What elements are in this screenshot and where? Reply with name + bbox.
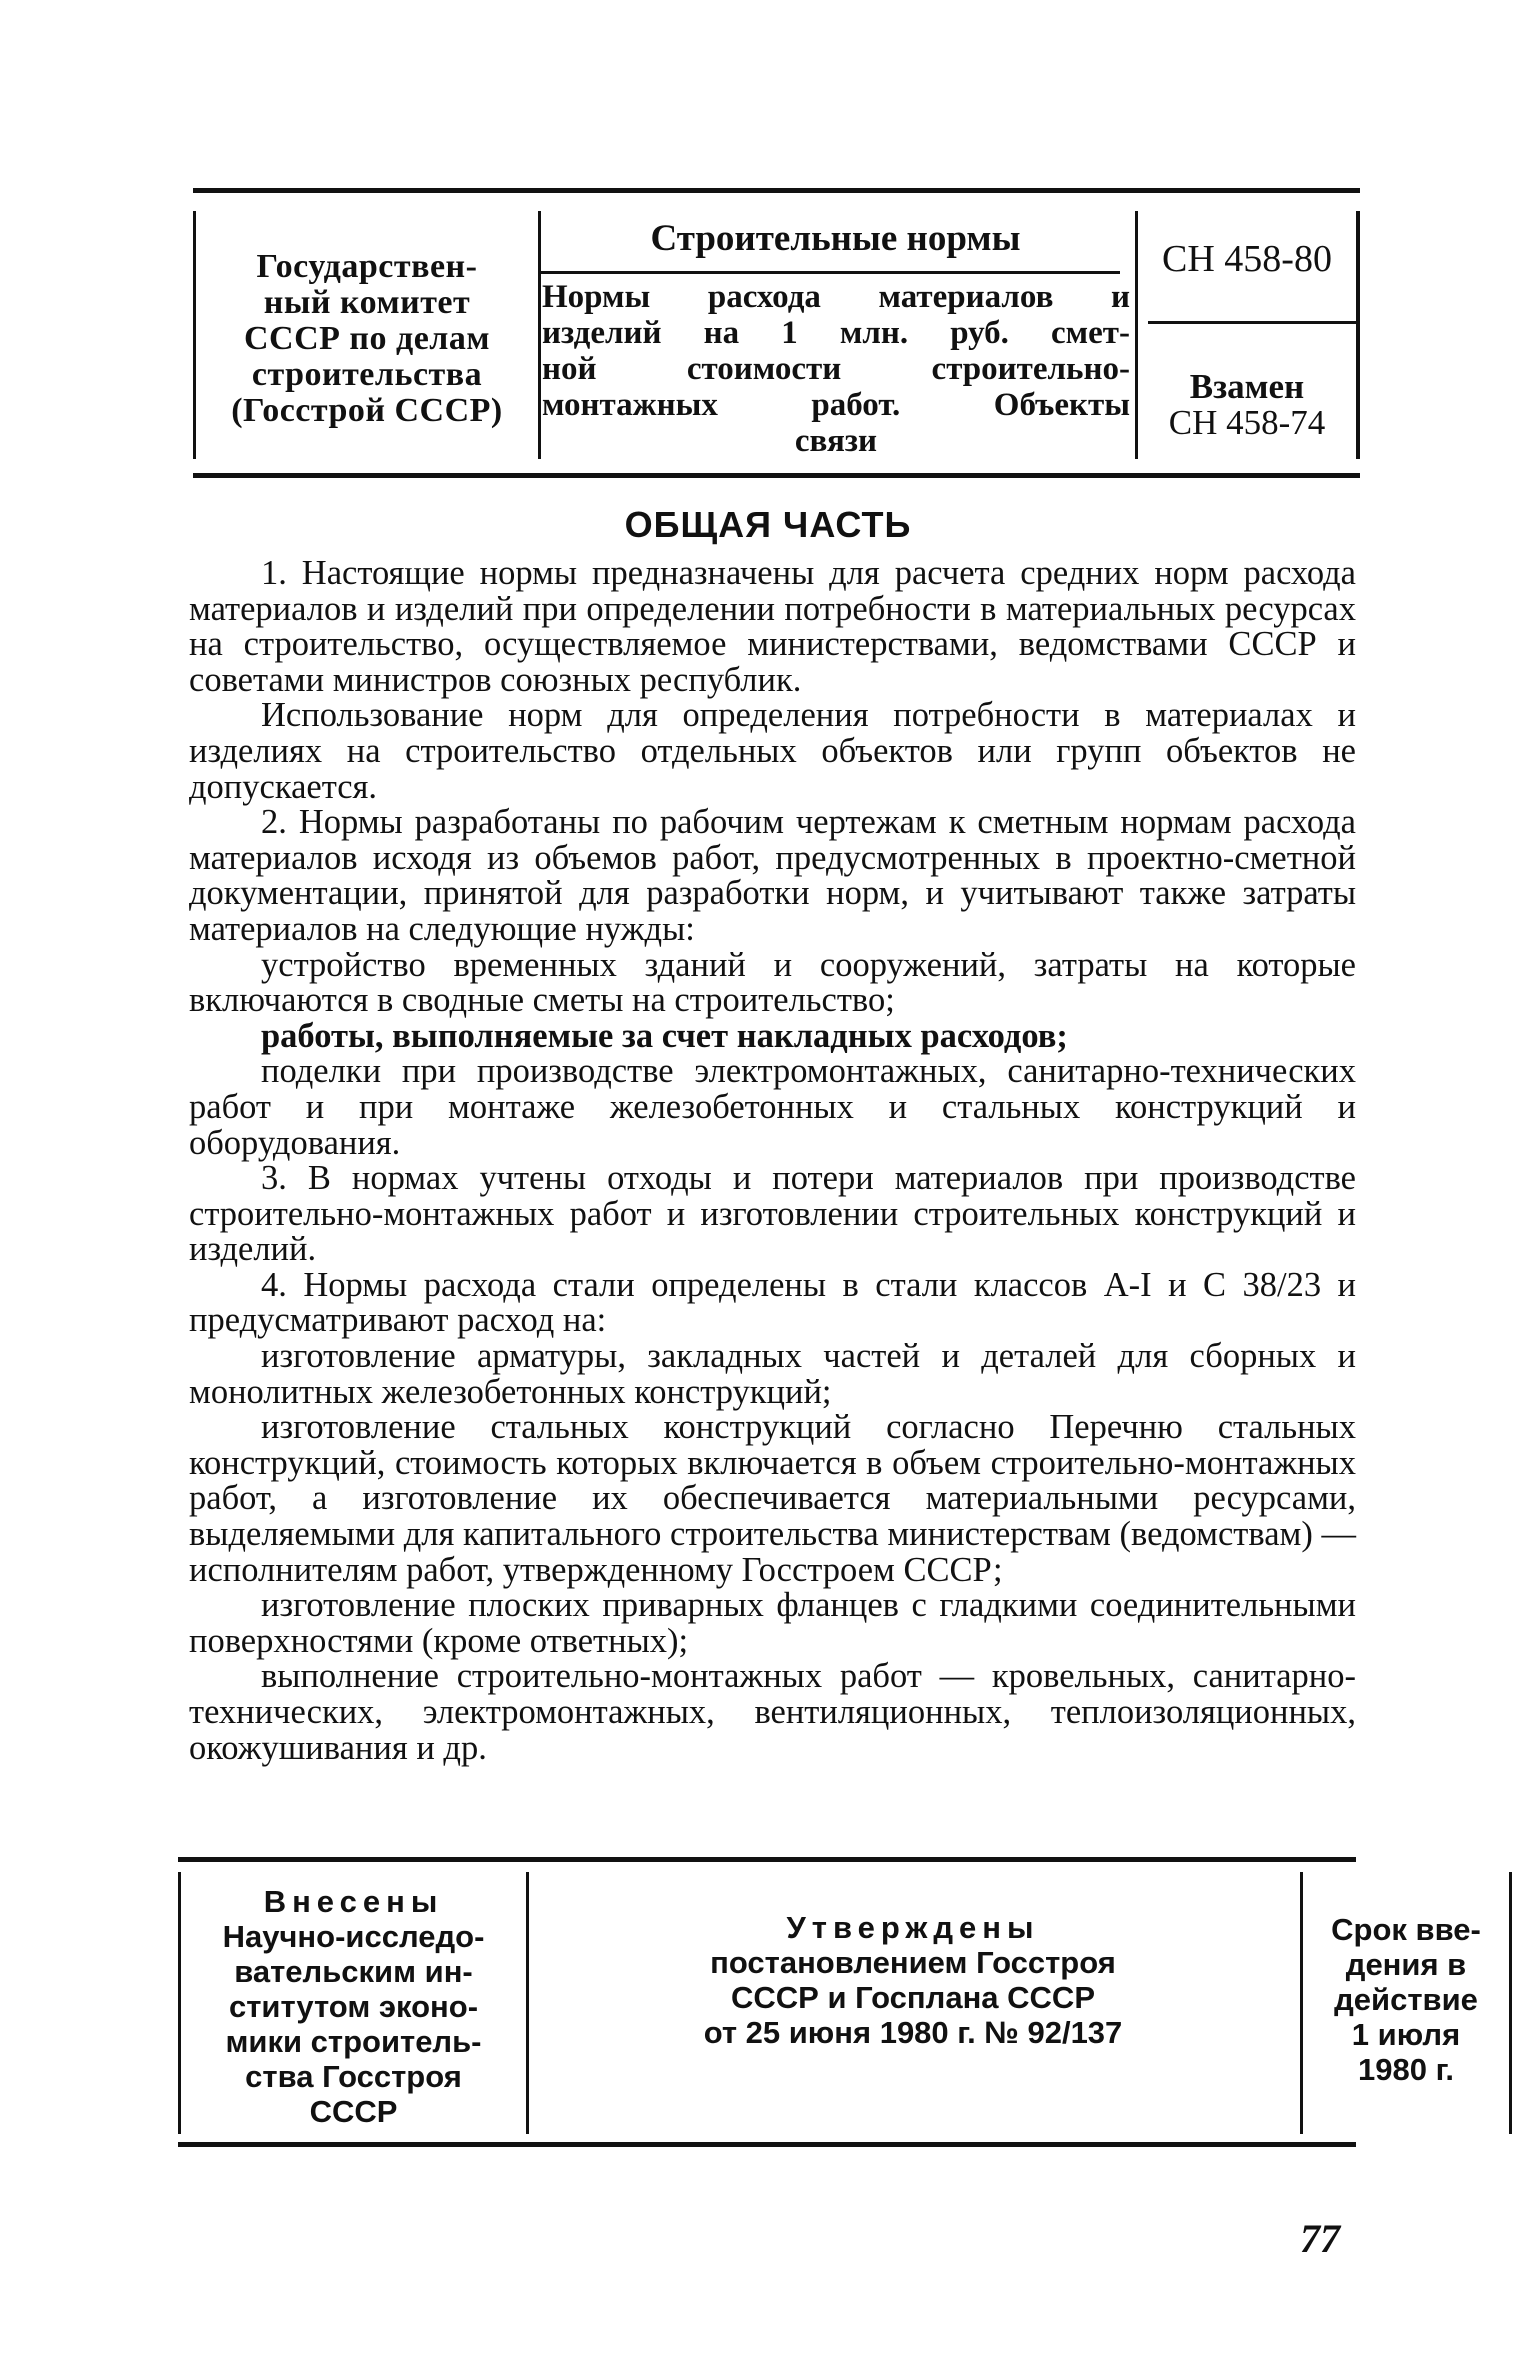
- document-title: Нормы расхода материалов и изделий на 1 млн. руб. смет- ной стоимости строительно- монтажных работ. Объекты связи: [542, 279, 1130, 459]
- paragraph: выполнение строительно-монтажных работ — кровельных, санитарно-технических, электромонтажных, вентиляционных, теплоизоляционных, окожушивания и др.: [189, 1657, 1356, 1767]
- approved-by-cell: Утверждены постановлением Госстроя СССР и Госплана СССР от 25 июня 1980 г. № 92/137: [526, 1872, 1303, 2134]
- replaces-code: СН 458-74: [1168, 403, 1326, 442]
- document-code-cell: [1135, 211, 1360, 459]
- paragraph: устройство временных зданий и сооружений, затраты на которые включаются в сводные сметы на строительство;: [189, 945, 1356, 1020]
- paragraph: 3. В нормах учтены отходы и потери материалов при производстве строительно-монтажных работ и изготовлении строительных конструкций и изделий.: [189, 1159, 1356, 1269]
- paragraph: работы, выполняемые за счет накладных расходов;: [261, 1016, 1068, 1055]
- paragraph: 2. Нормы разработаны по рабочим чертежам к сметным нормам расхода материалов исходя из объемов работ, предусмотренных в проектно-сметной документации, принятой для разработки норм, и учитывают также затраты материалов на следующие нужды:: [189, 803, 1356, 948]
- paragraph: 1. Настоящие нормы предназначены для расчета средних норм расхода материалов и изделий при определении потребности в материальных ресурсах на строительство, осуществляемое министерствами, ведомствами СССР и советами министров союзных республик.: [189, 554, 1356, 699]
- paragraph: изготовление плоских приварных фланцев с гладкими соединительными поверхностями (кроме ответных);: [189, 1586, 1356, 1660]
- document-code: СН 458-80: [1162, 238, 1332, 280]
- page-number: 77: [1300, 2216, 1340, 2261]
- effective-date-cell: Срок вве- дения в действие 1 июля 1980 г.: [1303, 1872, 1512, 2134]
- footer-table: [178, 1857, 1481, 2147]
- paragraph: изготовление арматуры, закладных частей и деталей для сборных и монолитных железобетонных конструкций;: [189, 1337, 1356, 1411]
- section-title: ОБЩАЯ ЧАСТЬ: [624, 504, 912, 545]
- body-text: [189, 556, 1356, 1766]
- approved-label: Утверждены: [786, 1910, 1040, 1945]
- replaces-block: [1138, 369, 1356, 441]
- divider: [538, 271, 1120, 274]
- introduced-by-cell: Внесены Научно-исследо- вательским ин- ститутом эконо- мики строитель- ства Госстроя СССР: [178, 1872, 529, 2134]
- introduced-label: Внесены: [263, 1884, 444, 1919]
- divider: [1148, 321, 1356, 324]
- paragraph: поделки при производстве электромонтажных, санитарно-технических работ и при монтаже железобетонных и стальных конструкций и оборудования.: [189, 1052, 1356, 1162]
- replaces-label: Взамен: [1189, 367, 1305, 406]
- issuing-organization-cell: [193, 211, 541, 459]
- paragraph: изготовление стальных конструкций согласно Перечню стальных конструкций, стоимость которых включается в объем строительно-монтажных работ, а изготовление их обеспечивается материальными ресурсами, выделяемыми для капитального строительства министерствам (ведомствам) — исполнителям работ, утвержденному Госстроем СССР;: [189, 1408, 1356, 1589]
- paragraph: Использование норм для определения потребности в материалах и изделиях на строительство отдельных объектов или групп объектов не допускается.: [189, 696, 1356, 806]
- header-table: [193, 188, 1360, 478]
- paragraph: 4. Нормы расхода стали определены в стали классов А-I и С 38/23 и предусматривают расход на:: [189, 1265, 1356, 1340]
- norms-type-title: Строительные нормы: [650, 218, 1021, 259]
- issuing-organization: Государствен- ный комитет СССР по делам строительства (Госстрой СССР): [231, 248, 503, 429]
